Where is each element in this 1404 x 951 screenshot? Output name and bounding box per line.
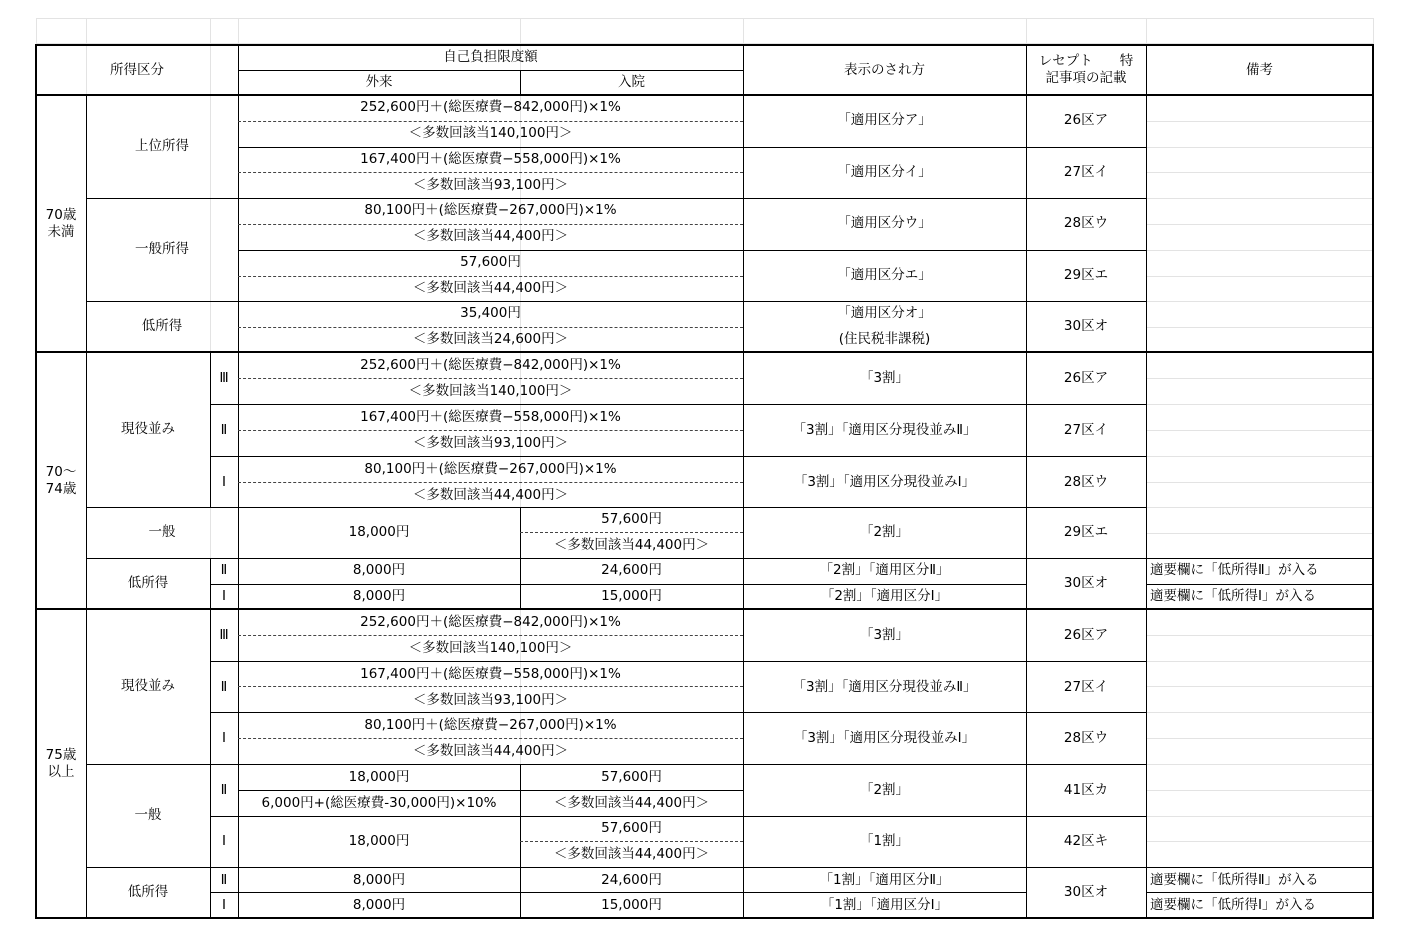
multi-limit: ＜多数回該当140,100円＞ — [408, 639, 573, 656]
gridline — [1146, 147, 1373, 148]
outpatient-limit: 18,000円 — [348, 524, 410, 541]
gridline — [1146, 404, 1373, 405]
table-border — [238, 790, 743, 791]
display-label: 「3割」「適用区分現役並みⅠ」 — [793, 729, 976, 746]
receipt-code: 29区エ — [1063, 524, 1109, 541]
receipt-code: 27区イ — [1063, 164, 1109, 181]
multi-limit: ＜多数回該当44,400円＞ — [412, 486, 569, 503]
multi-limit: ＜多数回該当93,100円＞ — [412, 691, 569, 708]
remark-note: 適要欄に「低所得Ⅰ」が入る — [1150, 588, 1316, 605]
gridline — [1146, 686, 1373, 687]
header-outpatient: 外来 — [365, 74, 393, 91]
grade-label: Ⅰ — [222, 729, 226, 746]
general-income: 一般所得 — [135, 241, 189, 258]
outpatient-limit: 6,000円+(総医療費-30,000円)×10% — [261, 794, 497, 811]
multi-limit: ＜多数回該当44,400円＞ — [553, 845, 710, 862]
table-border — [210, 892, 1026, 893]
display-label: 「1割」「適用区分Ⅱ」 — [819, 871, 950, 888]
display-label: 「適用区分エ」 — [837, 267, 932, 284]
table-border — [86, 198, 238, 199]
table-bottom-border — [36, 917, 1373, 919]
limit-formula: 167,400円＋(総医療費−558,000円)×1% — [360, 408, 621, 425]
dashed-divider — [238, 430, 743, 431]
limit-formula: 252,600円＋(総医療費−842,000円)×1% — [360, 356, 621, 373]
section-border — [36, 608, 1373, 610]
grade-label: Ⅱ — [220, 421, 228, 438]
limit-formula: 80,100円＋(総医療費−267,000円)×1% — [364, 202, 617, 219]
table-border — [210, 404, 1146, 405]
remark-note: 適要欄に「低所得Ⅱ」が入る — [1150, 871, 1319, 888]
table-border — [86, 764, 1146, 765]
receipt-code: 41区カ — [1063, 781, 1109, 798]
gridline — [1146, 198, 1373, 199]
header-income-category: 所得区分 — [110, 61, 164, 78]
header-display: 表示のされ方 — [844, 61, 925, 78]
dashed-divider — [238, 172, 743, 173]
limit-formula: 57,600円 — [460, 254, 521, 271]
grade-label: Ⅰ — [222, 896, 226, 913]
header-remarks: 備考 — [1246, 61, 1273, 78]
active-income: 現役並み — [121, 678, 175, 695]
table-border — [1146, 584, 1373, 585]
inpatient-limit: 57,600円 — [601, 820, 662, 837]
grade-label: Ⅲ — [219, 369, 229, 386]
gridline — [1146, 378, 1373, 379]
inpatient-limit: 24,600円 — [601, 871, 662, 888]
low-income: 低所得 — [127, 575, 169, 592]
table-border — [86, 558, 1146, 559]
low-income: 低所得 — [141, 318, 183, 335]
grade-label: Ⅱ — [220, 562, 228, 579]
dashed-divider — [238, 224, 743, 225]
display-label: 「3割」「適用区分現役並みⅡ」 — [792, 678, 977, 695]
dashed-divider — [520, 532, 743, 533]
dashed-divider — [238, 686, 743, 687]
receipt-code: 26区ア — [1063, 369, 1109, 386]
grade-label: Ⅱ — [220, 871, 228, 888]
grade-label: Ⅱ — [220, 678, 228, 695]
display-label: (住民税非課税) — [838, 330, 931, 347]
display-label: 「適用区分イ」 — [837, 164, 932, 181]
header-inpatient: 入院 — [618, 74, 645, 91]
display-label: 「1割」「適用区分Ⅰ」 — [820, 896, 949, 913]
gridline — [1146, 172, 1373, 173]
outpatient-limit: 8,000円 — [352, 871, 406, 888]
general-income: 一般 — [134, 807, 162, 824]
table-border — [238, 45, 239, 95]
table-border — [210, 352, 211, 507]
receipt-code: 28区ウ — [1063, 729, 1109, 746]
table-border — [86, 301, 238, 302]
display-label: 「3割」 — [859, 626, 910, 643]
limit-formula: 167,400円＋(総医療費−558,000円)×1% — [360, 151, 621, 168]
dashed-divider — [238, 276, 743, 277]
table-border — [210, 712, 1146, 713]
age-over75: 75歳 以上 — [45, 746, 77, 780]
dashed-divider — [238, 482, 743, 483]
section-border — [36, 351, 1373, 353]
grade-label: Ⅰ — [222, 588, 226, 605]
gridline — [1146, 456, 1373, 457]
table-left-border — [35, 44, 37, 919]
receipt-code: 27区イ — [1063, 678, 1109, 695]
receipt-code: 26区ア — [1063, 112, 1109, 129]
receipt-code: 27区イ — [1063, 421, 1109, 438]
table-border — [238, 70, 743, 71]
gridline — [1146, 224, 1373, 225]
display-label: 「適用区分ウ」 — [837, 215, 932, 232]
display-label: 「3割」「適用区分現役並みⅠ」 — [793, 473, 976, 490]
table-border — [1146, 867, 1373, 868]
table-border — [210, 661, 1146, 662]
dashed-divider — [238, 378, 743, 379]
table-border — [210, 816, 1146, 817]
table-right-border — [1372, 44, 1374, 919]
display-label: 「2割」「適用区分Ⅰ」 — [820, 588, 949, 605]
remark-note: 適要欄に「低所得Ⅰ」が入る — [1150, 896, 1316, 913]
table-border — [86, 867, 1146, 868]
outpatient-limit: 8,000円 — [352, 588, 406, 605]
multi-limit: ＜多数回該当140,100円＞ — [408, 382, 573, 399]
gridline — [1146, 482, 1373, 483]
gridline — [1146, 533, 1373, 534]
dashed-divider — [238, 121, 743, 122]
receipt-code: 30区オ — [1063, 884, 1109, 901]
multi-limit: ＜多数回該当44,400円＞ — [412, 279, 569, 296]
dashed-divider — [520, 841, 743, 842]
age-under70: 70歳 未満 — [45, 206, 77, 240]
table-border — [1146, 892, 1373, 893]
receipt-code: 29区エ — [1063, 267, 1109, 284]
table-border — [210, 456, 1146, 457]
inpatient-limit: 57,600円 — [601, 768, 662, 785]
age-70-74: 70～ 74歳 — [45, 463, 77, 497]
multi-limit: ＜多数回該当44,400円＞ — [553, 794, 710, 811]
limit-formula: 35,400円 — [460, 305, 521, 322]
limit-formula: 80,100円＋(総医療費−267,000円)×1% — [364, 716, 617, 733]
table-border — [210, 584, 1026, 585]
section-border — [36, 94, 1373, 96]
gridline — [1146, 250, 1373, 251]
low-income: 低所得 — [127, 884, 169, 901]
gridline — [1146, 276, 1373, 277]
multi-limit: ＜多数回該当24,600円＞ — [412, 330, 569, 347]
multi-limit: ＜多数回該当93,100円＞ — [412, 434, 569, 451]
display-label: 「2割」「適用区分Ⅱ」 — [819, 562, 950, 579]
inpatient-limit: 57,600円 — [601, 511, 662, 528]
gridline — [1146, 790, 1373, 791]
dashed-divider — [238, 738, 743, 739]
grade-label: Ⅰ — [222, 833, 226, 850]
general-income: 一般 — [148, 524, 176, 541]
grade-label: Ⅰ — [222, 473, 226, 490]
inpatient-limit: 24,600円 — [601, 562, 662, 579]
header-limit-amount: 自己負担限度額 — [443, 49, 538, 66]
table-border — [1146, 558, 1373, 559]
display-label: 「1割」 — [859, 833, 910, 850]
limit-formula: 252,600円＋(総医療費−842,000円)×1% — [360, 613, 621, 630]
display-label: 「2割」 — [859, 524, 910, 541]
multi-limit: ＜多数回該当44,400円＞ — [412, 227, 569, 244]
gridline — [1146, 121, 1373, 122]
header-receipt-line: 記事項の記載 — [1045, 70, 1127, 86]
display-label: 「適用区分オ」 — [837, 305, 932, 322]
table-border — [238, 198, 1146, 199]
upper-income: 上位所得 — [135, 138, 189, 155]
inpatient-limit: 15,000円 — [601, 896, 662, 913]
gridline — [1146, 841, 1373, 842]
multi-limit: ＜多数回該当44,400円＞ — [412, 742, 569, 759]
dashed-divider — [238, 635, 743, 636]
grade-label: Ⅱ — [220, 781, 228, 798]
header-receipt — [1026, 45, 1146, 95]
inpatient-limit: 15,000円 — [601, 588, 662, 605]
receipt-code: 30区オ — [1063, 318, 1109, 335]
gridline — [1146, 816, 1373, 817]
table-border — [520, 70, 521, 95]
table-border — [1026, 45, 1027, 918]
receipt-code: 42区キ — [1063, 833, 1109, 850]
table-border — [238, 301, 1146, 302]
gridline — [1146, 764, 1373, 765]
receipt-code: 28区ウ — [1063, 473, 1109, 490]
gridline — [1146, 430, 1373, 431]
receipt-code: 30区オ — [1063, 575, 1109, 592]
display-label: 「3割」「適用区分現役並みⅡ」 — [792, 421, 977, 438]
gridline — [1146, 507, 1373, 508]
multi-limit: ＜多数回該当44,400円＞ — [553, 536, 710, 553]
outpatient-limit: 8,000円 — [352, 562, 406, 579]
gridline — [36, 18, 1373, 19]
table-border — [86, 507, 1146, 508]
limit-formula: 167,400円＋(総医療費−558,000円)×1% — [360, 665, 621, 682]
grade-label: Ⅲ — [219, 626, 229, 643]
gridline — [1146, 712, 1373, 713]
display-label: 「2割」 — [859, 781, 910, 798]
display-label: 「3割」 — [859, 369, 910, 386]
table-border — [1146, 45, 1147, 918]
gridline — [1146, 738, 1373, 739]
limit-formula: 80,100円＋(総医療費−267,000円)×1% — [364, 460, 617, 477]
table-border — [238, 147, 1146, 148]
active-income: 現役並み — [121, 421, 175, 438]
receipt-code: 28区ウ — [1063, 215, 1109, 232]
table-top-border — [36, 44, 1373, 46]
remark-note: 適要欄に「低所得Ⅱ」が入る — [1150, 562, 1319, 579]
table-border — [743, 45, 744, 918]
gridline — [1146, 327, 1373, 328]
gridline — [1146, 301, 1373, 302]
table-border — [238, 250, 1146, 251]
outpatient-limit: 8,000円 — [352, 896, 406, 913]
outpatient-limit: 18,000円 — [348, 833, 410, 850]
receipt-code: 26区ア — [1063, 626, 1109, 643]
header-receipt-line: レセプト 特 — [1038, 53, 1134, 70]
multi-limit: ＜多数回該当93,100円＞ — [412, 176, 569, 193]
dashed-divider — [238, 327, 743, 328]
multi-limit: ＜多数回該当140,100円＞ — [408, 124, 573, 141]
limit-formula: 252,600円＋(総医療費−842,000円)×1% — [360, 99, 621, 116]
gridline — [1146, 661, 1373, 662]
gridline — [1146, 635, 1373, 636]
outpatient-limit: 18,000円 — [348, 768, 410, 785]
display-label: 「適用区分ア」 — [837, 112, 932, 129]
